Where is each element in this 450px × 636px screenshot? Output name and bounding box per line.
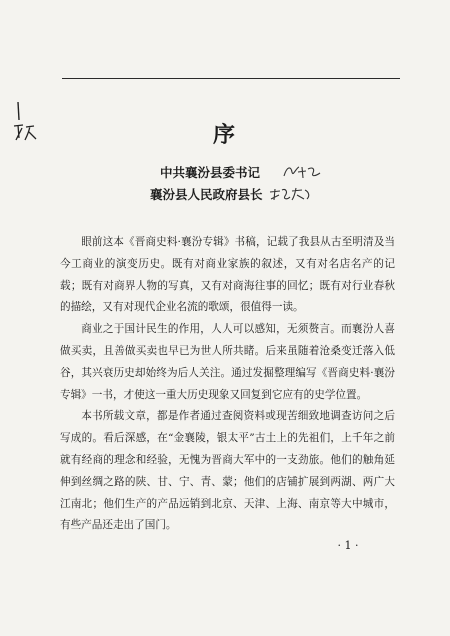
paragraph: 本书所载文章，都是作者通过查阅资料或现苦细致地调查访问之后写成的。看后深感，在“金襄陵，银太平”古土上的先祖们，上千年之前就有经商的理念和经验，无愧为晋商大军中的一支劲旅。他们的触角延伸到丝绸之路的陕、甘、宁、青、蒙；他们的店铺扩展到两湖、两广大江南北；他们生产的产品远销到北京、天津、上海、南京等大中城市，有些产品还走出了国门。 (60, 410, 395, 532)
handwritten-signature-county-head (268, 186, 312, 202)
paragraph: 眼前这本《晋商史料·襄汾专辑》书稿，记载了我县从古至明清及当今工商业的演变历史。既有对商业家族的叙述，又有对名店名产的记载；既有对商界人物的写真，又有对商海往事的回忆；既有对行业春秋的描绘，又有对现代企业名流的歌颂，很值得一读。 (60, 236, 395, 314)
page-number: · 1 · (337, 539, 359, 552)
preface-body (60, 232, 395, 537)
paragraph: 商业之于国计民生的作用，人人可以感知，无须赘言。而襄汾人喜做买卖，且善做买卖也早已为世人所共睹。后来虽随着沧桑变迁落入低谷，其兴衰历史却始终为后人关注。通过发掘整理编写《晋商史料·襄汾专辑》一书，才使这一重大历史现象又回复到它应有的史学位置。 (60, 323, 395, 401)
author-role-county-head: 襄汾县人民政府县长 (150, 187, 263, 202)
header-rule (62, 78, 400, 79)
author-role-party-secretary: 中共襄汾县委书记 (160, 165, 261, 180)
page-title: 序 (212, 122, 237, 148)
handwritten-signature-party-secretary (282, 164, 322, 180)
